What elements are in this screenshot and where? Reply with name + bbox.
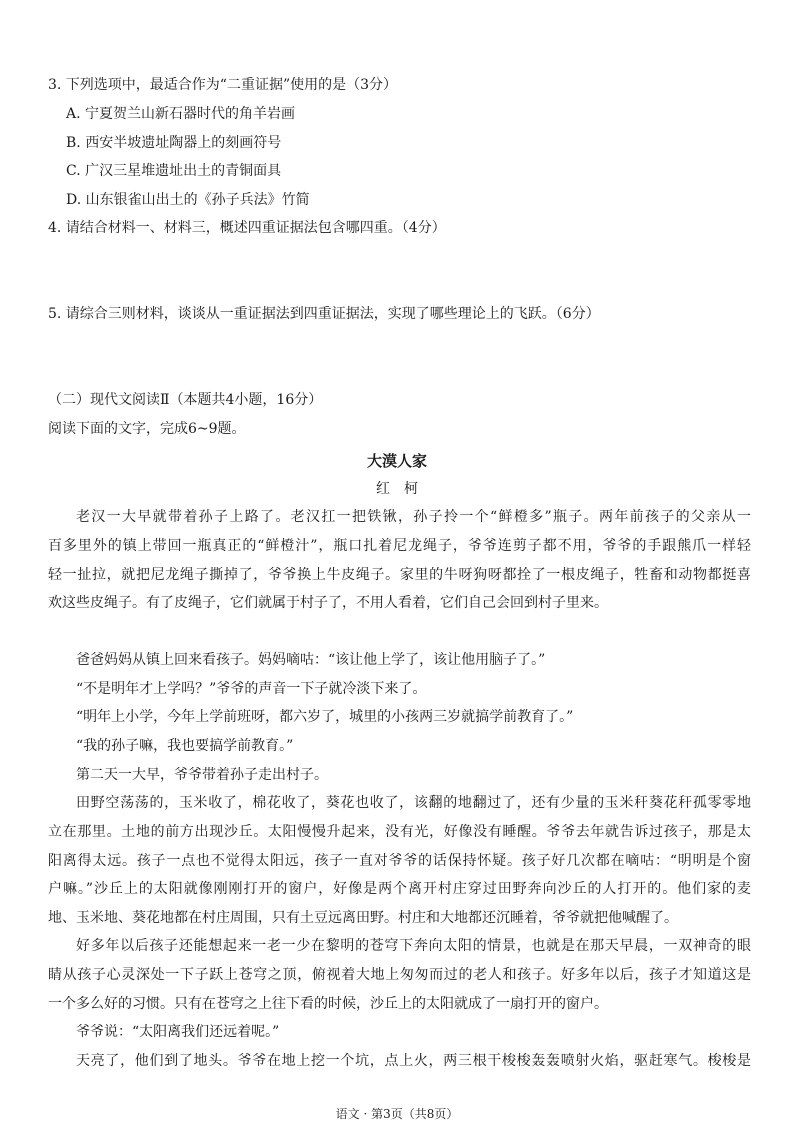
article-line: 爸爸妈妈从镇上回来看孩子。妈妈嘀咕：“该让他上学了，该让他用脑子了。” bbox=[76, 652, 546, 668]
question-3-option-a: A. 宁夏贺兰山新石器时代的角羊岩画 bbox=[66, 106, 296, 122]
article-line: 老汉一大早就带着孙子上路了。老汉扛一把铁锹，孙子拎一个“鲜橙多”瓶子。两年前孩子的父亲从一 bbox=[76, 509, 751, 525]
article-title: 大漠人家 bbox=[366, 452, 427, 470]
question-3-stem: 3. 下列选项中，最适合作为“二重证据”使用的是（3分） bbox=[48, 77, 398, 93]
article-line: 轻一扯拉，就把尼龙绳子撕掉了，爷爷换上牛皮绳子。家里的牛呀狗呀都拴了一根皮绳子，牲畜和动物都挺喜 bbox=[48, 567, 751, 583]
article-line: 第二天一大早，爷爷带着孙子走出村子。 bbox=[76, 767, 328, 783]
question-4: 4. 请结合材料一、材料三，概述四重证据法包含哪四重。（4分） bbox=[48, 220, 446, 236]
article-line: 百多里外的镇上带回一瓶真正的“鲜橙汁”，瓶口扎着尼龙绳子，爷爷连剪子都不用，爷爷的手跟熊爪一样轻 bbox=[48, 538, 751, 554]
article-line: 阳离得太远。孩子一点也不觉得太阳远，孩子一直对爷爷的话保持怀疑。孩子好几次都在嘀咕：“明明是个窗 bbox=[48, 853, 751, 869]
article-line: 欢这些皮绳子。有了皮绳子，它们就属于村子了，不用人看着，它们自己会回到村子里来。 bbox=[48, 595, 608, 611]
article-line: “不是明年才上学吗？”爷爷的声音一下子就冷淡下来了。 bbox=[76, 681, 427, 697]
section-heading: （二）现代文阅读Ⅱ（本题共4小题，16分） bbox=[48, 392, 323, 408]
question-5: 5. 请综合三则材料，谈谈从一重证据法到四重证据法，实现了哪些理论上的飞跃。（6分） bbox=[48, 306, 600, 322]
article-author: 红柯 bbox=[376, 481, 432, 497]
question-3-option-b: B. 西安半坡遗址陶器上的刻画符号 bbox=[66, 135, 282, 151]
article-line: 户嘛。”沙丘上的太阳就像刚刚打开的窗户，好像是两个离开村庄穿过田野奔向沙丘的人打开的。他们家的麦 bbox=[48, 881, 751, 897]
article-line: “明年上小学，今年上学前班呀，都六岁了，城里的小孩两三岁就搞学前教育了。” bbox=[76, 709, 574, 725]
article-line: 一个多么好的习惯。只有在苍穹之上往下看的时候，沙丘上的太阳就成了一扇打开的窗户。 bbox=[48, 996, 608, 1012]
article-line: 天亮了，他们到了地头。爷爷在地上挖一个坑，点上火，两三根干梭梭轰轰喷射火焰，驱赶寒气。梭梭是 bbox=[76, 1053, 751, 1069]
article-line: 睛从孩子心灵深处一下子跃上苍穹之顶，俯视着大地上匆匆而过的老人和孩子。好多年以后，孩子才知道这是 bbox=[48, 967, 751, 983]
article-line: “我的孙子嘛，我也要搞学前教育。” bbox=[76, 738, 294, 754]
article-line: 好多年以后孩子还能想起来一老一少在黎明的苍穹下奔向太阳的情景，也就是在那天早晨，一双神奇的眼 bbox=[76, 938, 751, 954]
article-line: 爷爷说：“太阳离我们还远着呢。” bbox=[76, 1024, 280, 1040]
section-instruction: 阅读下面的文字，完成6~9题。 bbox=[48, 421, 246, 437]
page-footer: 语文 · 第3页（共8页） bbox=[335, 1107, 459, 1121]
article-line: 地、玉米地、葵花地都在村庄周围，只有土豆远离田野。村庄和大地都还沉睡着，爷爷就把他喊醒了。 bbox=[48, 910, 678, 926]
question-3-option-c: C. 广汉三星堆遗址出土的青铜面具 bbox=[66, 163, 282, 179]
article-line: 田野空荡荡的，玉米收了，棉花收了，葵花也收了，该翻的地翻过了，还有少量的玉米秆葵花秆孤零零地 bbox=[76, 795, 751, 811]
article-line: 立在那里。土地的前方出现沙丘。太阳慢慢升起来，没有光，好像没有睡醒。爷爷去年就告诉过孩子，那是太 bbox=[48, 824, 751, 840]
question-3-option-d: D. 山东银雀山出土的《孙子兵法》竹简 bbox=[66, 192, 310, 208]
